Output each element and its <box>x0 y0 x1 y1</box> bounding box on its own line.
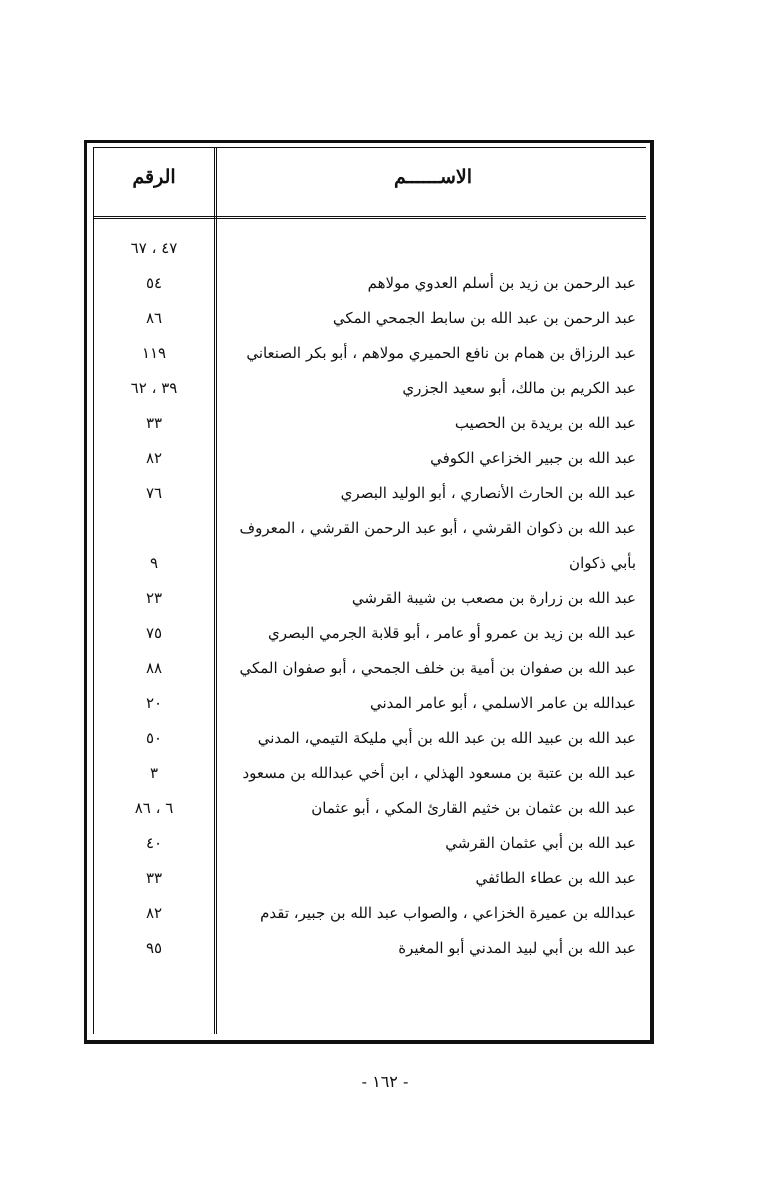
row-number: ٣٩ ، ٦٢ <box>130 379 178 397</box>
row-name: عبد الله بن عتبة بن مسعود الهذلي ، ابن أخي عبدالله بن مسعود <box>242 764 636 782</box>
table-row <box>94 271 646 306</box>
row-number: ٤٧ ، ٦٧ <box>130 239 178 257</box>
row-number: ٢٣ <box>145 589 163 607</box>
row-name: بأبي ذكوان <box>569 554 636 572</box>
header-divider <box>94 216 646 219</box>
table-row <box>94 411 646 446</box>
row-name: عبد الكريم بن مالك، أبو سعيد الجزري <box>402 379 636 397</box>
row-name: عبد الرزاق بن همام بن نافع الحميري مولاهم ، أبو بكر الصنعاني <box>246 344 636 362</box>
row-number: ٩٥ <box>145 939 163 957</box>
row-name: عبد الله بن جبير الخزاعي الكوفي <box>430 449 636 467</box>
row-number: ٧٥ <box>145 624 163 642</box>
table-row <box>94 621 646 656</box>
row-name: عبدالله بن عامر الاسلمي ، أبو عامر المدني <box>369 694 636 712</box>
row-name: عبد الله بن صفوان بن أمية بن خلف الجمحي ، أبو صفوان المكي <box>239 659 636 677</box>
table-row <box>94 236 646 271</box>
row-name: عبد الله بن زيد بن عمرو أو عامر ، أبو قلابة الجرمي البصري <box>268 624 636 642</box>
table-row <box>94 446 646 481</box>
table-row <box>94 866 646 901</box>
row-number: ٨٢ <box>145 449 163 467</box>
row-name: عبد الله بن بريدة بن الحصيب <box>454 414 636 432</box>
page-number: - ١٦٢ - <box>361 1072 409 1091</box>
row-name: عبدالله بن عميرة الخزاعي ، والصواب عبد الله بن جبير، تقدم <box>260 904 636 922</box>
row-name: عبد الرحمن بن زيد بن أسلم العدوي مولاهم <box>367 274 636 292</box>
table-row <box>94 936 646 971</box>
table-row <box>94 656 646 691</box>
row-number: ٣٣ <box>145 414 163 432</box>
row-name: عبد الله بن أبي لبيد المدني أبو المغيرة <box>398 939 636 957</box>
row-name: عبد الله بن أبي عثمان القرشي <box>445 834 636 852</box>
table-row <box>94 306 646 341</box>
index-table <box>84 140 654 1044</box>
number-column-header: الرقم <box>132 166 176 188</box>
row-number: ٣٣ <box>145 869 163 887</box>
row-number: ٣ <box>149 764 159 782</box>
table-row <box>94 796 646 831</box>
table-row <box>94 376 646 411</box>
row-name: عبد الرحمن بن عبد الله بن سابط الجمحي المكي <box>332 309 636 327</box>
table-inner <box>93 147 646 1034</box>
table-row <box>94 901 646 936</box>
row-name: عبد الله بن عبيد الله بن عبد الله بن أبي مليكة التيمي، المدني <box>257 729 636 747</box>
table-row <box>94 481 646 516</box>
row-number: ٤٠ <box>145 834 163 852</box>
row-number: ٥٤ <box>145 274 163 292</box>
row-number: ٥٠ <box>145 729 163 747</box>
row-number: ٨٦ <box>145 309 163 327</box>
row-number: ٨٨ <box>145 659 163 677</box>
row-name: عبد الله بن عثمان بن خثيم القارئ المكي ، أبو عثمان <box>311 799 636 817</box>
table-row <box>94 551 646 586</box>
row-number: ٢٠ <box>145 694 163 712</box>
table-row <box>94 691 646 726</box>
table-row <box>94 516 646 551</box>
table-row <box>94 726 646 761</box>
row-name: عبد الله بن ذكوان القرشي ، أبو عبد الرحمن القرشي ، المعروف <box>239 519 636 537</box>
row-number: ٦ ، ٨٦ <box>134 799 174 817</box>
row-number: ٨٢ <box>145 904 163 922</box>
row-name: عبد الله بن الحارث الأنصاري ، أبو الوليد البصري <box>340 484 636 502</box>
table-row <box>94 831 646 866</box>
row-name: عبد الله بن عطاء الطائفي <box>475 869 636 887</box>
table-row <box>94 586 646 621</box>
row-number: ٧٦ <box>145 484 163 502</box>
name-column-header: الاســــــم <box>393 166 473 188</box>
table-row <box>94 341 646 376</box>
row-name: عبد الله بن زرارة بن مصعب بن شيبة القرشي <box>351 589 636 607</box>
table-row <box>94 761 646 796</box>
row-number: ١١٩ <box>141 344 167 362</box>
row-number: ٩ <box>149 554 159 572</box>
